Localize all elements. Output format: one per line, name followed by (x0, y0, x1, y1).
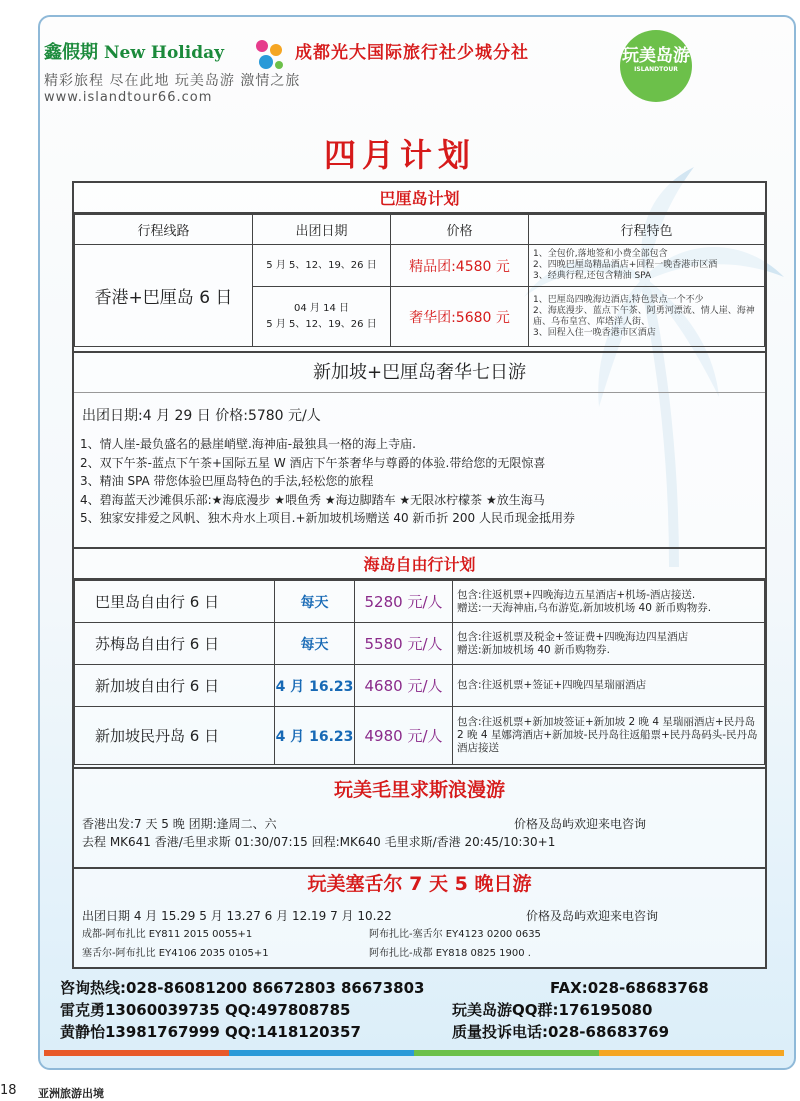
table-row (75, 707, 765, 765)
flight-row (74, 944, 765, 963)
trip-name: 新加坡民丹岛 6 日 (75, 707, 275, 765)
bar-segment (414, 1050, 599, 1056)
flight-text: 成都-阿布扎比 EY811 2015 0055+1 (82, 929, 253, 940)
badge-sub: ISLANDTOUR (634, 66, 678, 73)
flight-text: 阿布扎比-成都 EY818 0825 1900 . (369, 948, 531, 959)
col-price: 价格 (391, 215, 529, 245)
col-feature: 行程特色 (529, 215, 765, 245)
trip-price: 5280 元/人 (355, 581, 453, 623)
website-link[interactable]: www.islandtour66.com (44, 90, 213, 105)
fax: FAX:028-68683768 (550, 979, 709, 997)
depart-date: 5 月 5、12、19、26 日 (253, 245, 391, 287)
seychelles-dates (74, 907, 765, 925)
seychelles-section (72, 869, 767, 969)
trip-price: 4680 元/人 (355, 665, 453, 707)
feature-line: 2、海底漫步、蓝点下午茶、阿勇河漂流、情人崖、海神庙、乌布皇宫、库塔洋人街、 (533, 305, 755, 327)
list-item: 5、独家安排爱之风帆、独木舟水上项目.+新加坡机场赠送 40 新币折 200 人民币现金抵用券 (80, 511, 575, 525)
seychelles-heading: 玩美塞舌尔 7 天 5 晚日游 (307, 873, 532, 895)
complaint-phone: 质量投诉电话:028-68683769 (452, 1023, 670, 1041)
gift-line: 赠送:新加坡机场 40 新币购物券. (457, 643, 610, 656)
feature-line: 1、全包价,落地签和小费全部包含 (533, 249, 668, 259)
page-number: 18 (0, 1083, 17, 1098)
mauritius-section (72, 769, 767, 869)
bar-segment (44, 1050, 229, 1056)
feature-line: 1、巴厘岛四晚海边酒店,特色景点一个不少 (533, 294, 704, 305)
col-date: 出团日期 (253, 215, 391, 245)
contact-person-1: 雷克勇13060039735 QQ:497808785 (60, 1001, 351, 1019)
trip-date: 每天 (275, 623, 355, 665)
trip-name: 苏梅岛自由行 6 日 (75, 623, 275, 665)
depart-and-price: 出团日期:4 月 29 日 价格:5780 元/人 (82, 408, 321, 424)
feature-line: 3、经典行程,还包含精油 SPA (533, 271, 652, 281)
feature-line: 2、四晚巴厘岛精品酒店+回程一晚香港市区酒 (533, 260, 718, 270)
badge-main: 玩美岛游 (622, 46, 690, 66)
bali-section (72, 181, 767, 353)
flight-row (74, 925, 765, 944)
bali-heading: 巴厘岛计划 (74, 183, 765, 214)
date-line: 5 月 5、12、19、26 日 (266, 318, 377, 330)
table-row (75, 623, 765, 665)
list-item: 1、情人崖-最负盛名的悬崖峭壁.海神庙-最独具一格的海上寺庙. (80, 437, 416, 451)
includes-line: 包含:往返机票+四晚海边五星酒店+机场-酒店接送. (457, 588, 696, 601)
trip-includes (453, 623, 765, 665)
schedule-text: 香港出发:7 天 5 晚 团期:逢周二、六 (82, 817, 277, 831)
trip-name: 巴里岛自由行 6 日 (75, 581, 275, 623)
gift-line: 赠送:一天海神庙,乌布游览,新加坡机场 40 新币购物券. (457, 601, 712, 614)
island-free-travel-section (72, 549, 767, 769)
table-header-row (75, 215, 765, 245)
date-line: 04 月 14 日 (294, 302, 349, 314)
list-item: 3、精油 SPA 带您体验巴厘岛特色的手法,轻松您的旅程 (80, 474, 374, 488)
hotline: 咨询热线:028-86081200 86672803 86673803 (60, 979, 425, 997)
depart-date (253, 287, 391, 347)
agency-logo-icon (250, 36, 288, 74)
features (529, 287, 765, 347)
brand-logo (44, 38, 224, 64)
route-name: 香港+巴厘岛 6 日 (75, 245, 253, 347)
magazine-name: 亚洲旅游出境 (38, 1087, 104, 1100)
flight-text: 塞舌尔-阿布扎比 EY4106 2035 0105+1 (82, 948, 269, 959)
consult-text: 价格及岛屿欢迎来电咨询 (526, 909, 659, 923)
table-row (75, 581, 765, 623)
page-title: 四月计划 (323, 136, 476, 174)
mauritius-flights (74, 833, 765, 851)
singapore-bali-heading: 新加坡+巴厘岛奢华七日游 (74, 353, 765, 393)
price: 奢华团:5680 元 (391, 287, 529, 347)
feature-line: 3、回程入住一晚香港市区酒店 (533, 327, 656, 338)
mauritius-schedule (74, 815, 765, 833)
mauritius-heading: 玩美毛里求斯浪漫游 (333, 779, 505, 801)
island-table (74, 580, 765, 765)
trip-date: 每天 (275, 581, 355, 623)
consult-text: 价格及岛屿欢迎来电咨询 (514, 817, 647, 831)
price: 精品团:4580 元 (391, 245, 529, 287)
flight-text: 阿布扎比-塞舌尔 EY4123 0200 0635 (369, 929, 541, 940)
table-row (75, 665, 765, 707)
singapore-bali-section (72, 353, 767, 549)
list-item: 4、碧海蓝天沙滩俱乐部:★海底漫步 ★喂鱼秀 ★海边脚踏车 ★无限冰柠檬茶 ★放生海马 (80, 492, 545, 507)
brand-en: New Holiday (104, 43, 225, 63)
flight-text: 去程 MK641 香港/毛里求斯 01:30/07:15 回程:MK640 毛里求斯/香港 20:45/10:30+1 (82, 835, 556, 849)
brand-cn: 鑫假期 (44, 42, 98, 63)
trip-price: 4980 元/人 (355, 707, 453, 765)
features (529, 245, 765, 287)
trip-date: 4 月 16.23 (275, 707, 355, 765)
dates-text: 出团日期 4 月 15.29 5 月 13.27 6 月 12.19 7 月 10.22 (82, 909, 392, 923)
bar-segment (229, 1050, 414, 1056)
slogan: 精彩旅程 尽在此地 玩美岛游 激情之旅 (44, 73, 301, 89)
islandtour-badge (620, 30, 692, 102)
contact-person-2: 黄静怡13981767999 QQ:1418120357 (60, 1023, 361, 1041)
includes-line: 包含:往返机票及税金+签证费+四晚海边四星酒店 (457, 630, 689, 643)
trip-includes: 包含:往返机票+新加坡签证+新加坡 2 晚 4 星瑞丽酒店+民丹岛 2 晚 4 星娜湾酒店+新加坡-民丹岛往返船票+民丹岛码头-民丹岛酒店接送 (453, 707, 765, 765)
list-item: 2、双下午茶-蓝点下午茶+国际五星 W 酒店下午茶奢华与尊爵的体验.带给您的无限惊喜 (80, 455, 546, 470)
table-row (75, 245, 765, 287)
trip-includes: 包含:往返机票+签证+四晚四星瑞丽酒店 (453, 665, 765, 707)
bar-segment (599, 1050, 784, 1056)
trip-date: 4 月 16.23 (275, 665, 355, 707)
color-bar (44, 1050, 784, 1056)
trip-price: 5580 元/人 (355, 623, 453, 665)
island-heading: 海岛自由行计划 (74, 549, 765, 580)
qq-group: 玩美岛游QQ群:176195080 (452, 1001, 653, 1019)
highlight-list (80, 435, 765, 528)
col-route: 行程线路 (75, 215, 253, 245)
bali-table (74, 214, 765, 347)
trip-name: 新加坡自由行 6 日 (75, 665, 275, 707)
trip-includes (453, 581, 765, 623)
agency-name: 成都光大国际旅行社少城分社 (295, 43, 529, 63)
